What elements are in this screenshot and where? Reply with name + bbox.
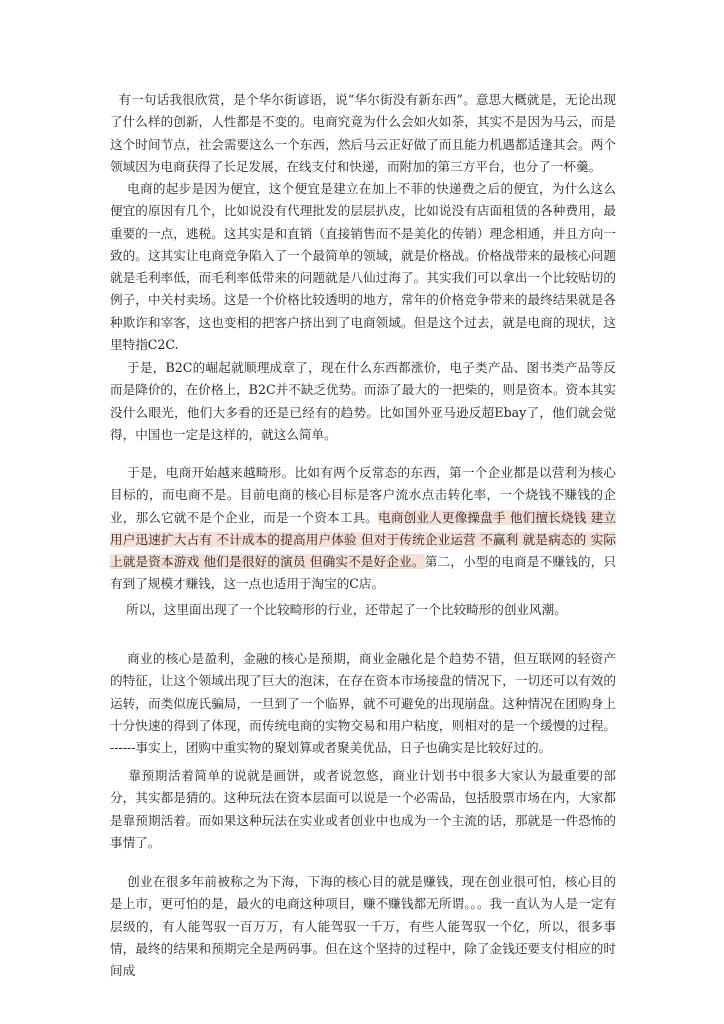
- paragraph-7: 靠预期活着简单的说就是画饼，或者说忽悠，商业计划书中很多大家认为最重要的部分，其实都是猜的。这种玩法在资本层面可以说是一个必需品，包括股票市场在内，大家都是靠预期活着。而如果这种玩法在实业或者创业中也成为一个主流的话，那就是一件恐怖的事情了。: [110, 768, 617, 850]
- paragraph-4-text-start: 于是，电商开始越来越畸形。比如有两个反常态的东西，第一个企业都是以营利为核心目标的，而电商不是。目前电商的核心目标是客户流水点击转化率，一个烧钱不赚钱的企业，那么它就不是个企业，而是一个资本工具。: [110, 465, 617, 525]
- paragraph-3: 于是，B2C的崛起就顺理成章了，现在什么东西都涨价，电子类产品、图书类产品等反而是降价的，在价格上，B2C并不缺乏优势。而添了最大的一把柴的，则是资本。资本其实没什么眼光，他们大多看的还是已经有的趋势。比如国外亚马逊反超Ebay了，他们就会觉得，中国也一定是这样的，就这么简单。: [110, 360, 616, 442]
- paragraph-4-text-end: 第二，小型的电商是不赚钱的，只有到了规模才赚钱，这一点也适用于淘宝的C店。: [110, 554, 616, 592]
- paragraph-8: 创业在很多年前被称之为下海，下海的核心目的就是赚钱，现在创业很可怕，核心目的是上市，更可怕的是，最火的电商这种项目，赚不赚钱都无所谓。。。我一直认为人是一定有层级的，有人能驾驭一百万万，有人能驾驭一千万，有些人能驾驭一个亿，所以，很多事情，最终的结果和预期完全是两码事。但在这个坚持的过程中，除了金钱还要支付相应的时间成: [110, 874, 617, 979]
- paragraph-1: 有一句话我很欣赏，是个华尔街谚语，说“华尔街没有新东西”。意思大概就是，无论出现了什么样的创新，人性都是不变的。电商究竟为什么会如火如荼，其实不是因为马云，而是这个时间节点，社会需要这么一个东西，然后马云正好做了而且能力机遇都适逢其会。两个领域因为电商获得了长足发展，在线支付和快递，而附加的第三方平台，也分了一杯羹。: [110, 92, 616, 174]
- paragraph-2: 电商的起步是因为便宜，这个便宜是建立在加上不菲的快递费之后的便宜，为什么这么便宜的原因有几个，比如说没有代理批发的层层扒皮，比如说没有店面租赁的各种费用，最重要的一点，逃税。这其实是和直销（直接销售而不是美化的传销）理念相通，并且方向一致的。这其实让电商竞争陷入了一个最简单的领域，就是价格战。价格战带来的最核心问题就是毛利率低，而毛利率低带来的问题就是八仙过海了。其实我们可以拿出一个比较贴切的例子，中关村卖场。这是一个价格比较透明的地方，常年的价格竞争带来的最终结果就是各种欺诈和宰客，这也变相的把客户挤出到了电商领域。但是这个过去，就是电商的现状，这里特指C2C.: [110, 181, 617, 353]
- paragraph-5: 所以，这里面出现了一个比较畸形的行业，还带起了一个比较畸形的创业风潮。: [110, 602, 567, 617]
- highlighted-passage: 电商创业人更像操盘手 他们擅长烧钱 建立用户迅速扩大占有 不计成本的提高用户体验 但对于传统企业运营 不赢利 就是病态的 实际上就是资本游戏 他们是很好的演员 但确实不是好企业。: [110, 509, 616, 570]
- paragraph-6: 商业的核心是盈利，金融的核心是预期，商业金融化是个趋势不错，但互联网的轻资产的特征，让这个领域出现了巨大的泡沫，在存在资本市场接盘的情况下，一切还可以有效的运转，而类似庞氏骗局，一旦到了一个临界，就不可避免的出现崩盘。这种情况在团购身上十分快速的得到了体现，而传统电商的实物交易和用户粘度，则相对的是一个缓慢的过程。------事实上，团购中重实物的聚划算或者聚美优品，日子也确实是比较好过的。: [110, 651, 617, 756]
- paragraph-4: [110, 462, 616, 596]
